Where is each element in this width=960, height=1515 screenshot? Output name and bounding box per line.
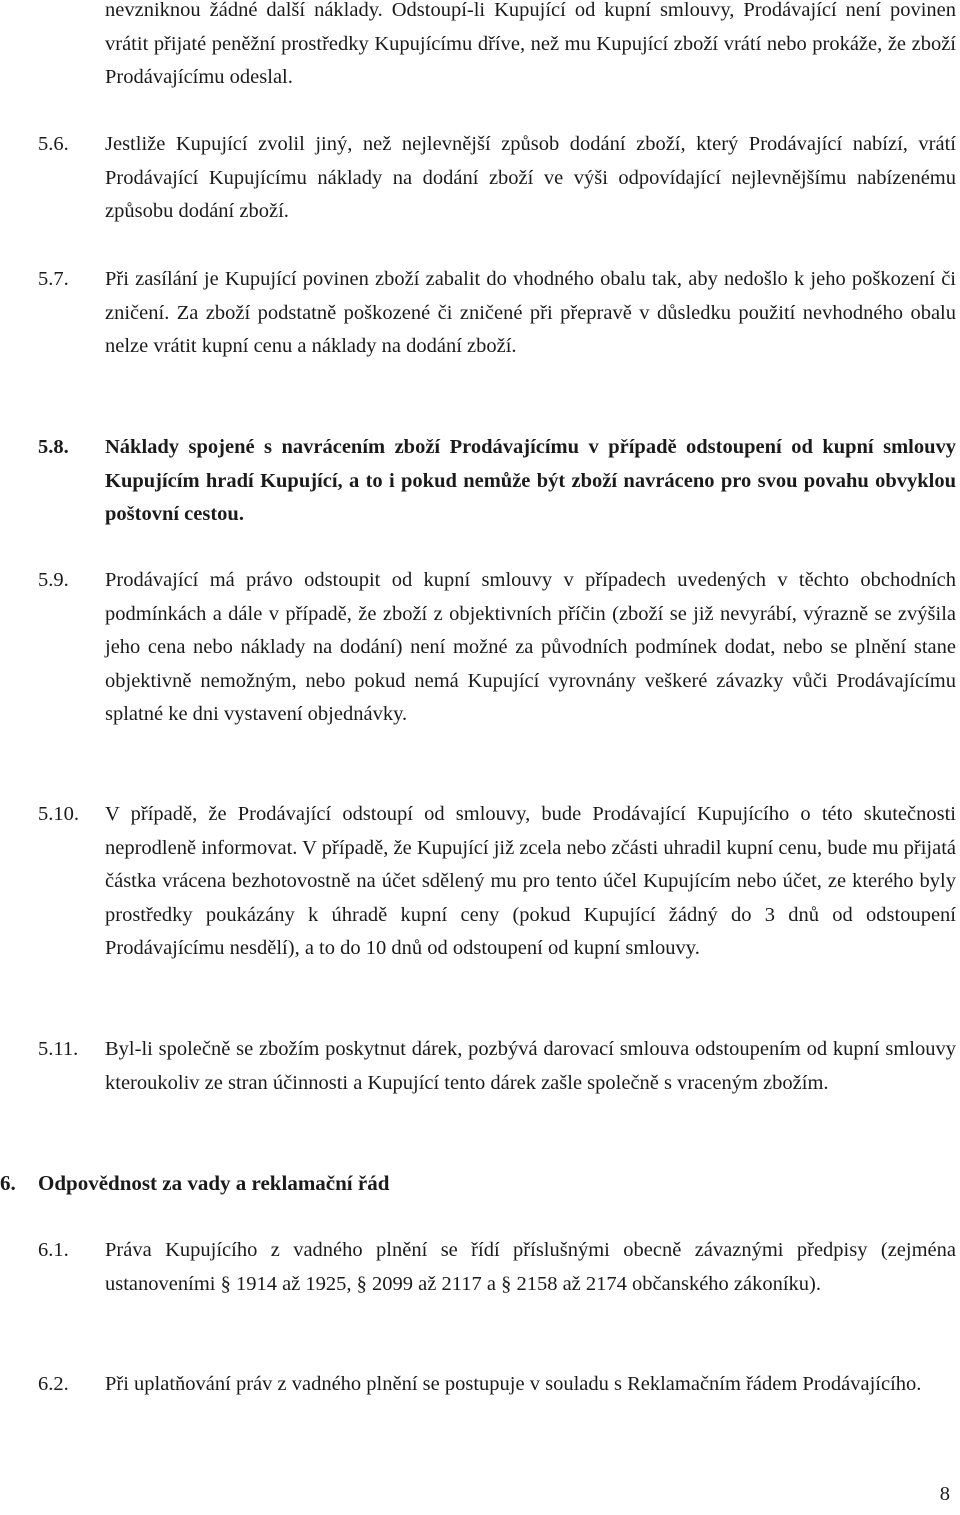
clause-text: Jestliže Kupující zvolil jiný, než nejlevnější způsob dodání zboží, který Prodávající nabízí, vrátí Prodávající Kupujícímu náklady na dodání zboží ve výši odpovídající nejlevnějšímu nabízenému způsobu dodání zboží. [105,133,956,223]
clause-5-8 [38,431,956,532]
clause-number: 6.2. [38,1373,69,1395]
section-heading [0,1167,940,1201]
clause-number: 5.9. [38,569,69,591]
clause-number: 5.6. [38,133,69,155]
clause-text: V případě, že Prodávající odstoupí od smlouvy, bude Prodávající Kupujícího o této skutečnosti neprodleně informovat. V případě, že Kupující již zcela nebo zčásti uhradil kupní cenu, bude mu přijatá částka vrácena bezhotovostně na účet sdělený mu pro tento účel Kupujícím nebo účet, ze kterého byly prostředky poukázány k úhradě kupní ceny (pokud Kupující žádný do 3 dnů od odstoupení Prodávajícímu nesdělí), a to do 10 dnů od odstoupení od kupní smlouvy. [105,803,956,960]
clause-number: 5.7. [38,268,69,290]
continuation-paragraph: nevzniknou žádné další náklady. Odstoupí-li Kupující od kupní smlouvy, Prodávající není povinen vrátit přijaté peněžní prostředky Kupujícímu dříve, než mu Kupující zboží vrátí nebo prokáže, že zboží Prodávajícímu odeslal. [105,0,956,89]
clause-5-7 [38,263,956,364]
clause-number: 5.8. [38,436,69,458]
clause-5-6 [38,128,956,229]
clause-text: Prodávající má právo odstoupit od kupní smlouvy v případech uvedených v těchto obchodních podmínkách a dále v případě, že zboží z objektivních příčin (zboží se již nevyrábí, výrazně se zvýšila jeho cena nebo náklady na dodání) není možné za původních podmínek dodat, nebo se plnění stane objektivně nemožným, nebo pokud nemá Kupující vyrovnány veškeré závazky vůči Prodávajícímu splatné ke dni vystavení objednávky. [105,569,956,726]
clause-5-11 [38,1033,956,1100]
section-number: 6. [0,1171,16,1195]
clause-6-1 [38,1234,956,1301]
clause-number: 5.10. [38,803,79,825]
clause-text: Byl-li společně se zbožím poskytnut dárek, pozbývá darovací smlouva odstoupením od kupní smlouvy kteroukoliv ze stran účinnosti a Kupující tento dárek zašle společně s vraceným zbožím. [105,1038,956,1094]
clause-6-2 [38,1368,956,1402]
clause-number: 6.1. [38,1239,69,1261]
clause-text: Práva Kupujícího z vadného plnění se řídí příslušnými obecně závaznými předpisy (zejména ustanoveními § 1914 až 1925, § 2099 až 2117 a § 2158 až 2174 občanského zákoníku). [105,1239,956,1295]
clause-text: Při zasílání je Kupující povinen zboží zabalit do vhodného obalu tak, aby nedošlo k jeho poškození či zničení. Za zboží podstatně poškozené či zničené při přepravě v důsledku použití nevhodného obalu nelze vrátit kupní cenu a náklady na dodání zboží. [105,268,956,358]
clause-5-10 [38,798,956,966]
clause-text: Náklady spojené s navrácením zboží Prodávajícímu v případě odstoupení od kupní smlouvy Kupujícím hradí Kupující, a to i pokud nemůže být zboží navráceno pro svou povahu obvyklou poštovní cestou. [105,436,956,526]
clause-text: Při uplatňování práv z vadného plnění se postupuje v souladu s Reklamačním řádem Prodávajícího. [105,1373,922,1395]
clause-5-9 [38,564,956,732]
section-title: Odpovědnost za vady a reklamační řád [38,1171,390,1195]
clause-number: 5.11. [38,1038,79,1060]
page-number: 8 [939,1483,950,1505]
